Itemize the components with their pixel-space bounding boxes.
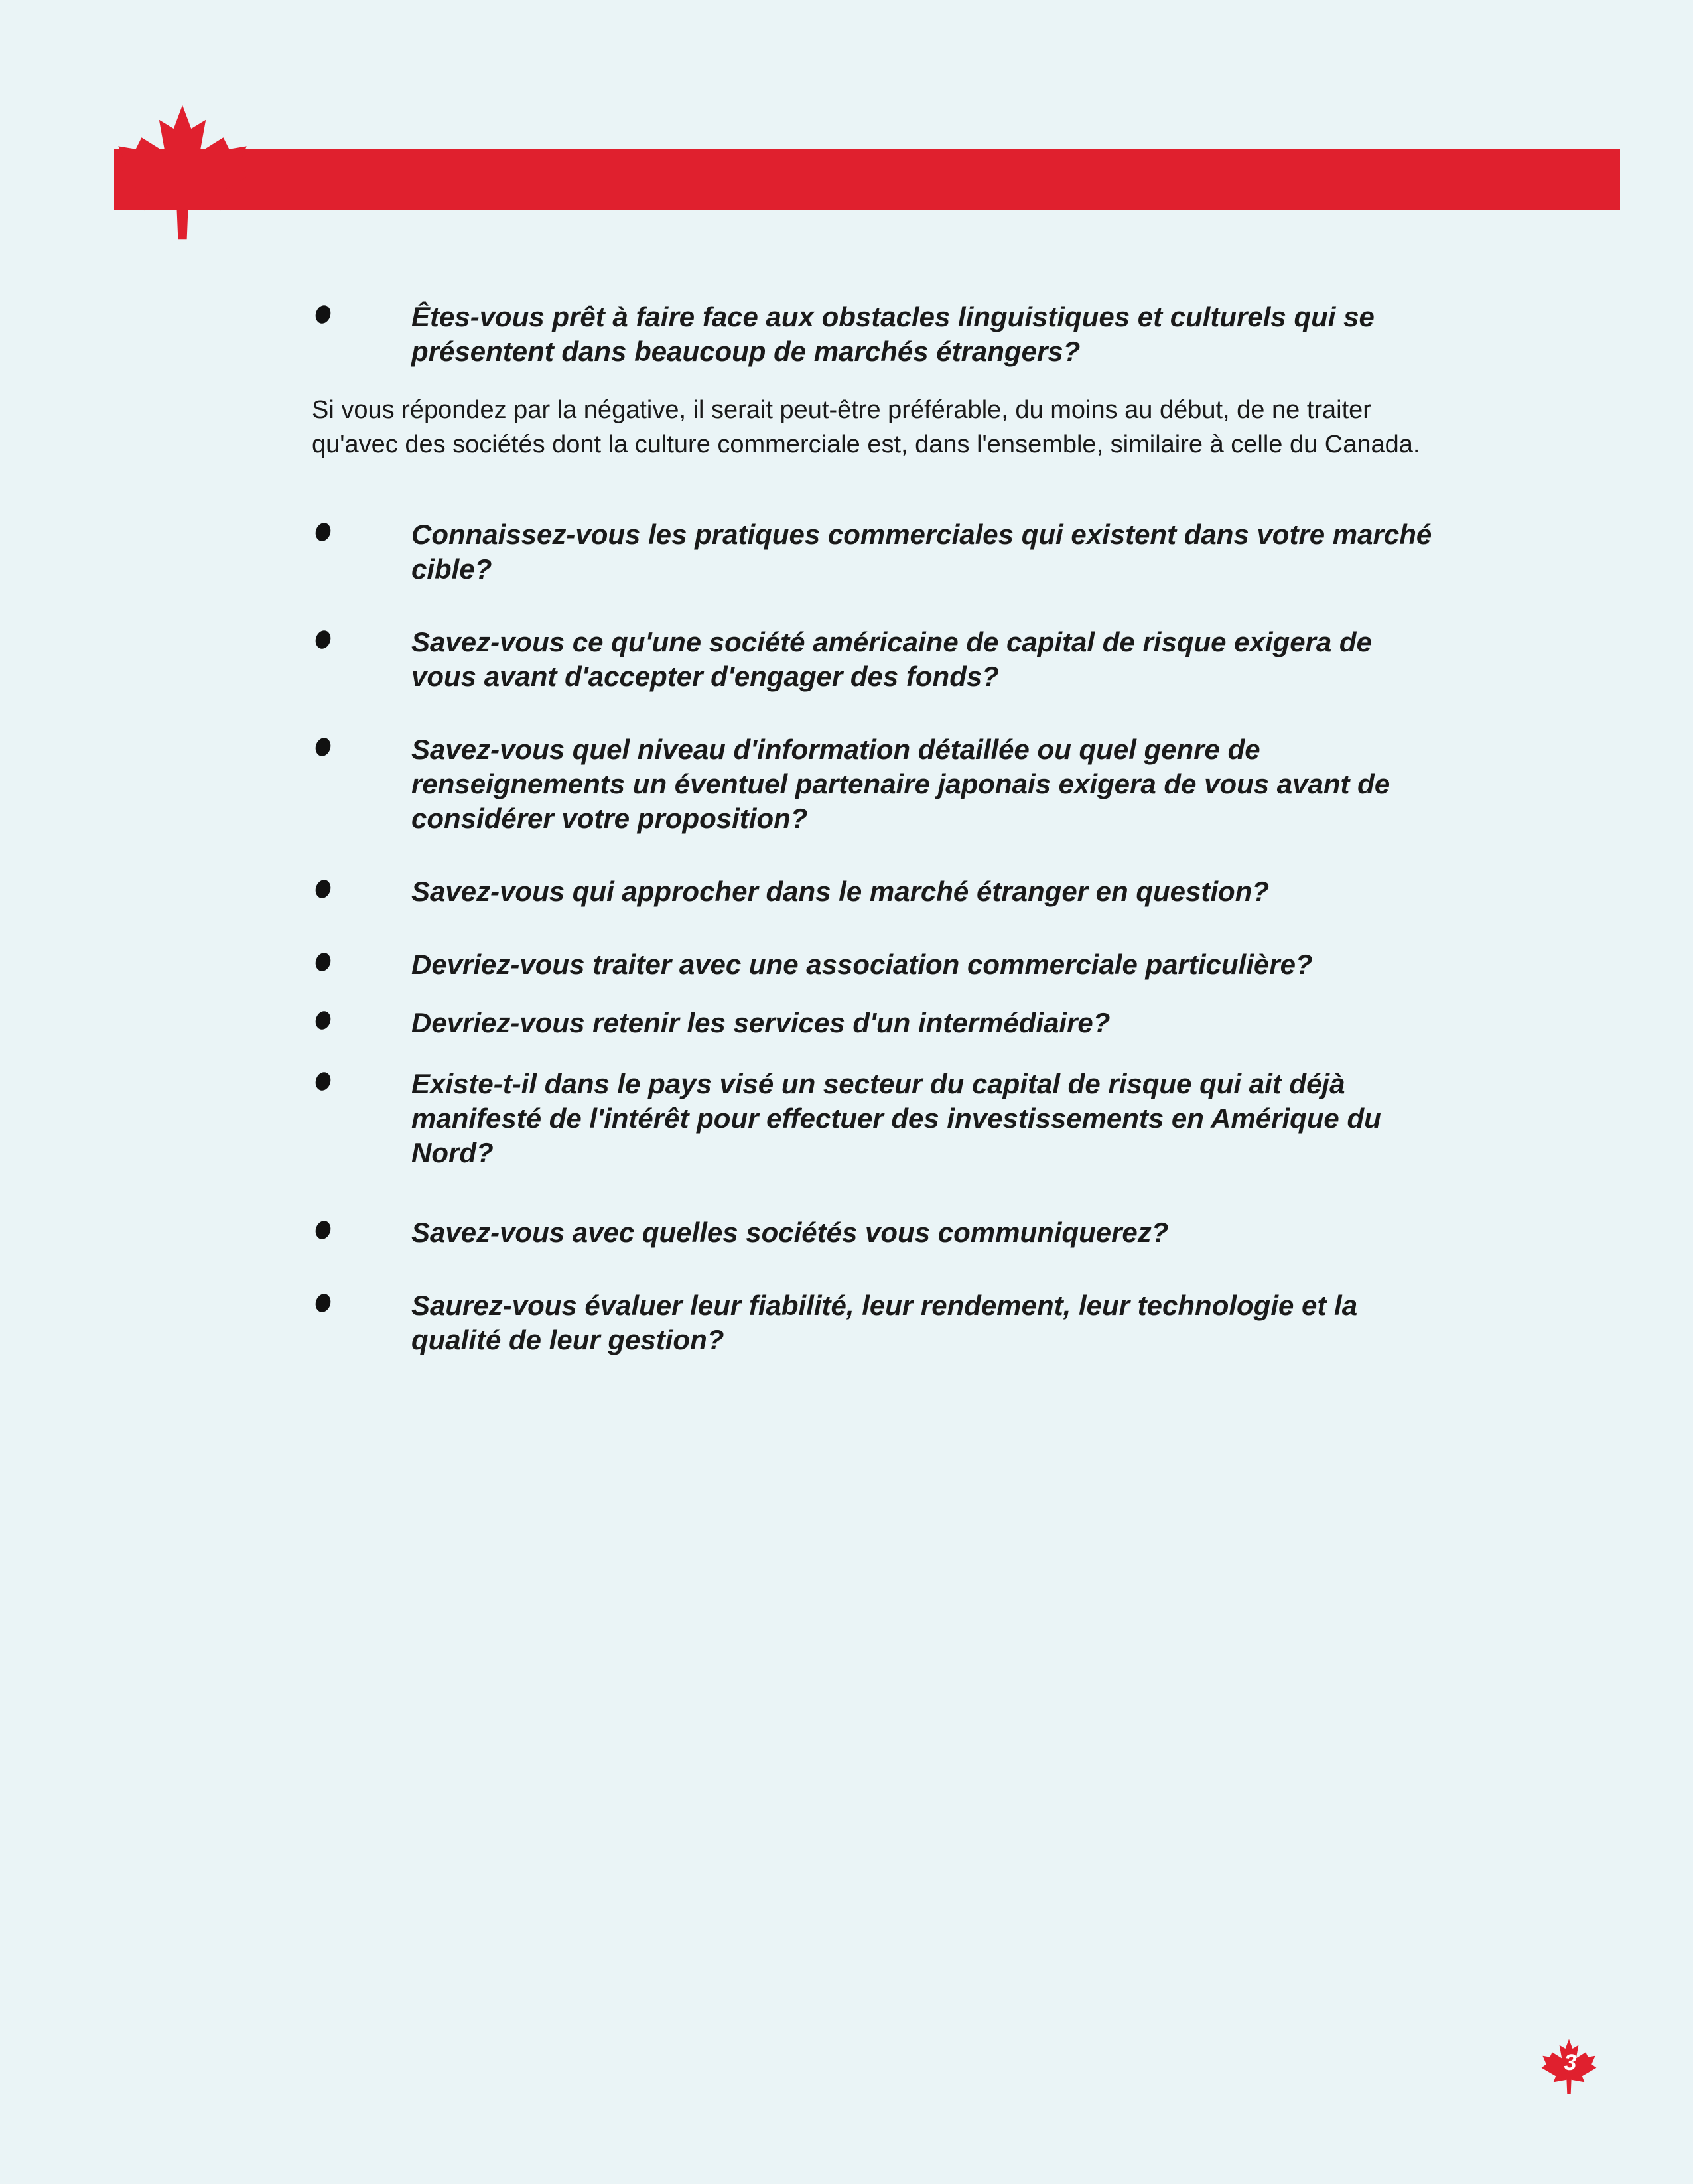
question-text: Êtes-vous prêt à faire face aux obstacles linguistiques et culturels qui se présentent dans beaucoup de marchés étrangers? bbox=[411, 301, 1375, 367]
list-item bbox=[312, 947, 1440, 982]
bullet-icon bbox=[313, 1070, 333, 1092]
body-paragraph: Si vous répondez par la négative, il serait peut-être préférable, du moins au début, de ne traiter qu'avec des sociétés dont la culture commerciale est, dans l'ensemble, similaire à celle du Canada. bbox=[312, 396, 1420, 458]
list-item bbox=[312, 732, 1440, 836]
question-text: Devriez-vous traiter avec une association commerciale particulière? bbox=[411, 949, 1313, 980]
bullet-icon bbox=[313, 628, 333, 650]
question-text: Savez-vous ce qu'une société américaine de capital de risque exigera de vous avant d'accepter d'engager des fonds? bbox=[411, 626, 1372, 692]
maple-leaf-icon bbox=[106, 100, 259, 245]
bullet-icon bbox=[313, 736, 333, 758]
question-list bbox=[312, 300, 1440, 1396]
question-text: Saurez-vous évaluer leur fiabilité, leur rendement, leur technologie et la qualité de leur gestion? bbox=[411, 1290, 1358, 1355]
list-item bbox=[312, 1215, 1440, 1250]
bullet-icon bbox=[313, 878, 333, 900]
question-text: Savez-vous avec quelles sociétés vous communiquerez? bbox=[411, 1217, 1169, 1248]
list-item bbox=[312, 300, 1440, 369]
question-text: Devriez-vous retenir les services d'un intermédiaire? bbox=[411, 1007, 1111, 1038]
list-item bbox=[312, 1067, 1440, 1170]
list-item bbox=[312, 874, 1440, 909]
bullet-icon bbox=[313, 1009, 333, 1031]
page-number: 3 bbox=[1564, 2050, 1577, 2075]
question-text: Existe-t-il dans le pays visé un secteur du capital de risque qui ait déjà manifesté de l'intérêt pour effectuer des investissements en Amérique du Nord? bbox=[411, 1068, 1381, 1168]
bullet-icon bbox=[313, 303, 333, 325]
question-text: Savez-vous quel niveau d'information détaillée ou quel genre de renseignements un éventuel partenaire japonais exigera de vous avant de considérer votre proposition? bbox=[411, 734, 1390, 834]
bullet-icon bbox=[313, 951, 333, 973]
question-text: Connaissez-vous les pratiques commerciales qui existent dans votre marché cible? bbox=[411, 519, 1432, 584]
list-item bbox=[312, 517, 1440, 586]
header-red-bar bbox=[114, 149, 1620, 210]
list-item bbox=[312, 625, 1440, 694]
list-item bbox=[312, 1006, 1440, 1040]
list-item bbox=[312, 1288, 1440, 1357]
bullet-icon bbox=[313, 1292, 333, 1314]
bullet-icon bbox=[313, 1219, 333, 1241]
question-text: Savez-vous qui approcher dans le marché étranger en question? bbox=[411, 876, 1270, 907]
bullet-icon bbox=[313, 521, 333, 543]
